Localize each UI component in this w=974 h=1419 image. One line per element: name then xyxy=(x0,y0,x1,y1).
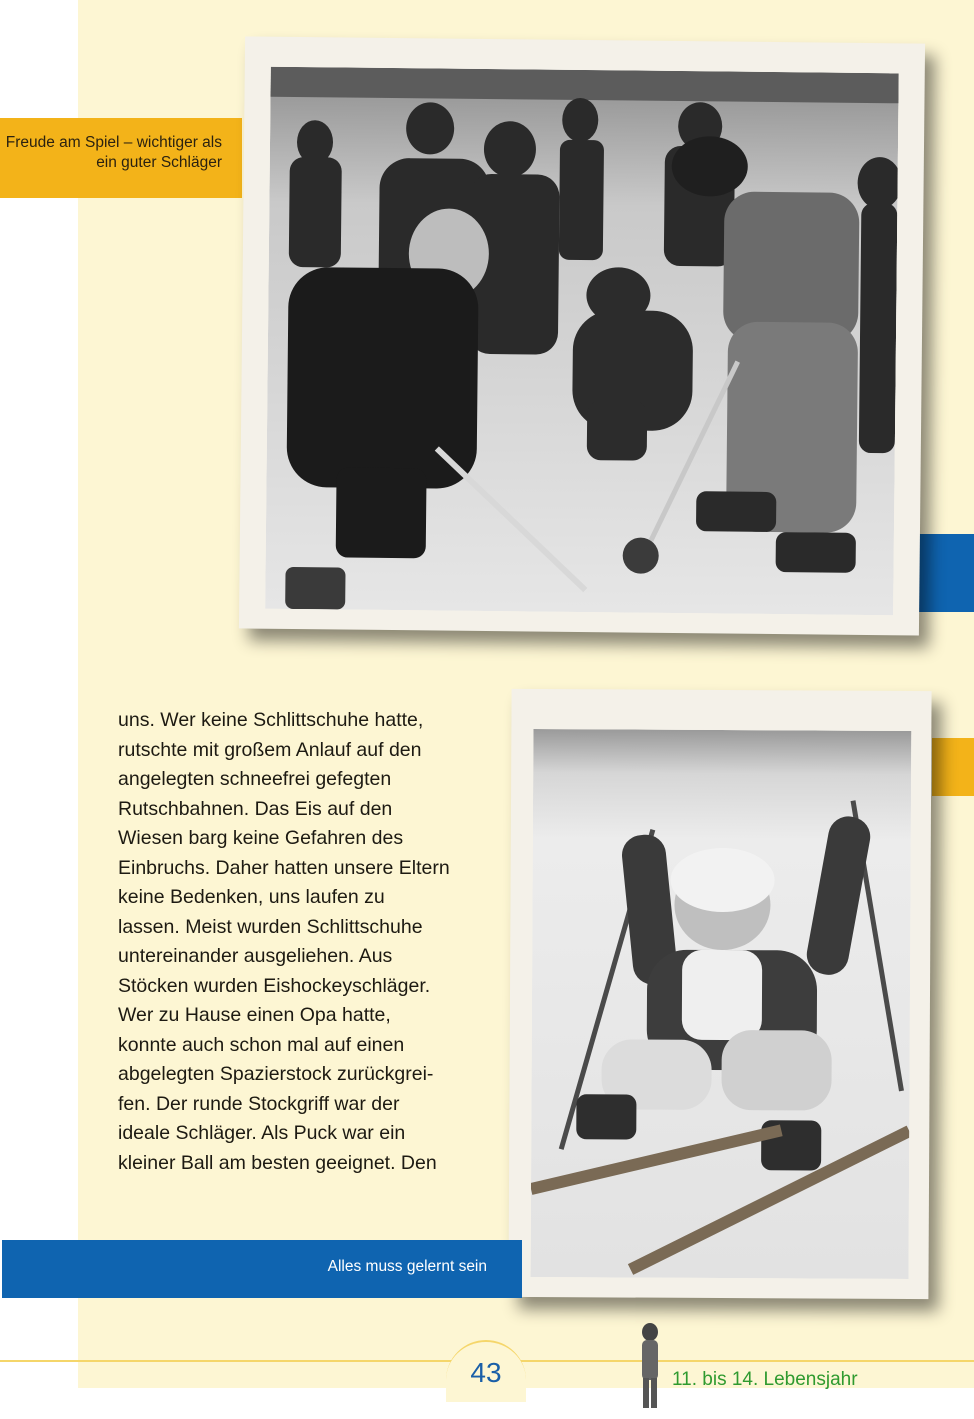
photo-child-skiing-image xyxy=(531,729,912,1279)
body-line: kleiner Ball am besten geeignet. Den xyxy=(118,1151,437,1174)
top-caption-tab xyxy=(0,118,242,198)
right-yellow-tab xyxy=(932,738,974,796)
body-line: rutschte mit großem Anlauf auf den xyxy=(118,738,422,761)
photo1-caption: Freude am Spiel – wichtiger als ein guter Schläger xyxy=(5,134,222,171)
body-text xyxy=(118,706,488,1178)
body-line: lassen. Meist wurden Schlittschuhe xyxy=(118,915,423,938)
body-line: abgelegten Spazierstock zurückgrei- xyxy=(118,1063,434,1085)
body-line: untereinander ausgeliehen. Aus xyxy=(118,945,393,967)
page-number: 43 xyxy=(470,1357,502,1388)
body-line: keine Bedenken, uns laufen zu xyxy=(118,886,385,908)
body-line: Stöcken wurden Eishockeyschläger. xyxy=(118,974,431,997)
body-line: ideale Schläger. Als Puck war ein xyxy=(118,1122,406,1144)
body-line: Einbruchs. Daher hatten unsere Eltern xyxy=(118,856,450,879)
body-line: angelegten schneefrei gefegten xyxy=(118,768,392,790)
right-blue-tab xyxy=(918,534,974,612)
body-line: uns. Wer keine Schlittschuhe hatte, xyxy=(118,709,424,731)
body-line: Rutschbahnen. Das Eis auf den xyxy=(118,797,393,820)
body-line: Wer zu Hause einen Opa hatte, xyxy=(118,1004,391,1026)
body-line: fen. Der runde Stockgriff war der xyxy=(118,1092,400,1115)
section-label: 11. bis 14. Lebensjahr xyxy=(672,1369,858,1390)
body-line: konnte auch schon mal auf einen xyxy=(118,1033,405,1056)
photo-ice-hockey-image xyxy=(265,67,899,616)
figure-icon xyxy=(634,1322,666,1414)
photo2-caption: Alles muss gelernt sein xyxy=(327,1258,487,1275)
photo-child-skiing xyxy=(508,689,931,1299)
photo-ice-hockey xyxy=(239,36,925,635)
body-line: Wiesen barg keine Gefahren des xyxy=(118,827,404,849)
